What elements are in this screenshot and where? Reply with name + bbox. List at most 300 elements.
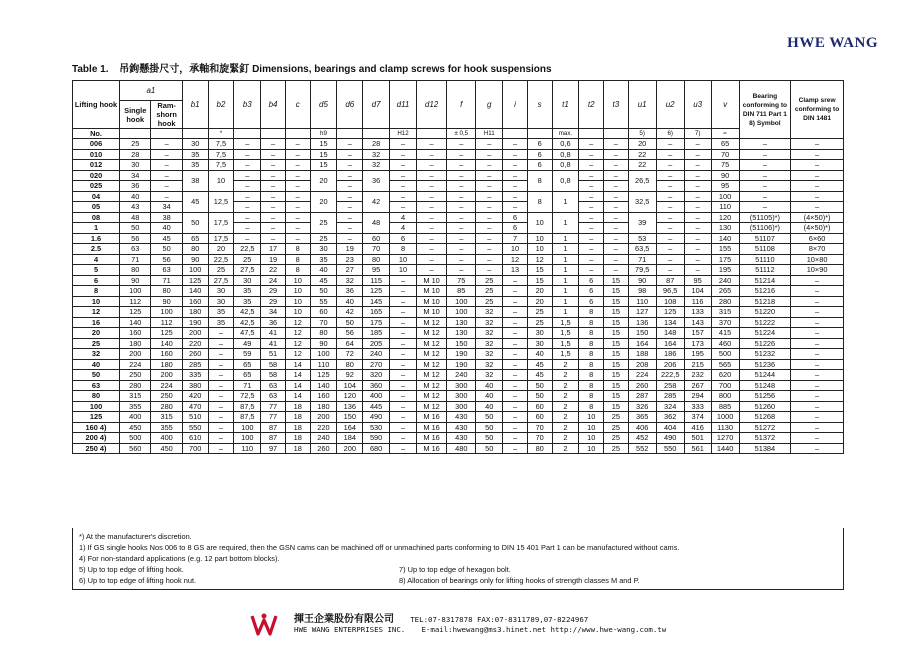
footer — [270, 610, 666, 634]
table-cell: 95 — [684, 275, 711, 286]
table-cell: – — [791, 296, 844, 307]
table-cell: 0,8 — [552, 170, 579, 191]
table-cell: 100 — [234, 433, 261, 444]
table-cell: 18 — [285, 422, 310, 433]
table-cell: 320 — [363, 370, 390, 381]
table-cell: – — [447, 170, 476, 181]
table-cell: – — [390, 443, 417, 454]
table-cell: 63 — [261, 380, 286, 391]
table-cell: – — [503, 443, 528, 454]
table-cell: 6 — [527, 149, 552, 160]
table-cell: – — [337, 139, 363, 150]
table-cell: 40 — [476, 401, 503, 412]
table-cell: – — [416, 170, 446, 181]
table-cell: 40 — [337, 296, 363, 307]
table-cell: 45 — [310, 275, 337, 286]
table-cell: 25 — [310, 233, 337, 244]
footnote-4: 4) For non-standard applications (e.g. 12 part bottom blocks). — [79, 554, 280, 563]
table-cell: 12 — [285, 328, 310, 339]
table-cell: 92 — [337, 370, 363, 381]
table-cell: 1 — [552, 254, 579, 265]
table-row — [73, 359, 844, 370]
table-cell: – — [416, 181, 446, 192]
table-cell: 333 — [684, 401, 711, 412]
table-cell: – — [791, 433, 844, 444]
table-cell: 30 — [527, 338, 552, 349]
table-cell: – — [208, 328, 234, 339]
table-cell: 71 — [628, 254, 656, 265]
table-cell: – — [416, 233, 446, 244]
table-cell: 400 — [151, 433, 182, 444]
table-cell: 285 — [182, 359, 208, 370]
table-cell: M 10 — [416, 296, 446, 307]
table-cell: – — [503, 202, 528, 213]
table-cell: 0,6 — [552, 139, 579, 150]
table-cell: 51244 — [739, 370, 791, 381]
table-cell: 1 — [552, 286, 579, 297]
table-cell: 165 — [363, 307, 390, 318]
table-cell: 27 — [337, 265, 363, 276]
table-cell: 10 — [208, 170, 234, 191]
table-cell: 280 — [151, 401, 182, 412]
table-cell: 125 — [120, 307, 151, 318]
table-body — [73, 139, 844, 454]
table-row — [73, 443, 844, 454]
header-single-hook: Single hook — [120, 101, 151, 129]
table-cell: 70 — [310, 317, 337, 328]
table-cell: – — [208, 433, 234, 444]
table-cell: 25 — [476, 275, 503, 286]
table-cell: – — [579, 139, 604, 150]
table-cell: – — [739, 160, 791, 171]
table-cell: 8 — [579, 317, 604, 328]
table-cell: 35 — [234, 286, 261, 297]
header-bearing: Bearing conforming to DIN 711 Part 1 8) Symbol — [739, 81, 791, 139]
table-cell: – — [791, 181, 844, 192]
header-f: f — [447, 81, 476, 129]
table-cell: – — [208, 359, 234, 370]
table-cell: 355 — [151, 422, 182, 433]
table-cell: – — [234, 202, 261, 213]
table-cell: 27,5 — [208, 275, 234, 286]
table-cell: – — [261, 160, 286, 171]
table-cell: M 12 — [416, 338, 446, 349]
table-row — [73, 433, 844, 444]
table-cell: 112 — [151, 317, 182, 328]
table-row — [73, 401, 844, 412]
table-cell: 190 — [182, 317, 208, 328]
table-cell: – — [476, 170, 503, 181]
table-cell: 8 — [579, 380, 604, 391]
table-cell: 30 — [208, 286, 234, 297]
table-cell: 190 — [447, 359, 476, 370]
table-cell: 51218 — [739, 296, 791, 307]
contact-email-web: E-mail:hwewang@ms3.hinet.net http://www.hwe-wang.com.tw — [421, 625, 667, 634]
table-cell: 110 — [711, 202, 739, 213]
table-cell: 1,5 — [552, 328, 579, 339]
table-cell: 50 — [476, 443, 503, 454]
table-cell: – — [684, 254, 711, 265]
table-cell: – — [503, 307, 528, 318]
table-cell: 4 — [390, 223, 417, 234]
table-cell: 195 — [711, 265, 739, 276]
table-cell: 2 — [552, 433, 579, 444]
table-cell: 28 — [120, 149, 151, 160]
table-cell: – — [390, 202, 417, 213]
table-cell: – — [208, 391, 234, 402]
table-cell: 150 — [628, 328, 656, 339]
table-cell: 87 — [261, 433, 286, 444]
table-cell: – — [416, 149, 446, 160]
table-cell: – — [234, 149, 261, 160]
table-cell: 90 — [310, 338, 337, 349]
table-cell: 430 — [447, 433, 476, 444]
table-cell: 47,5 — [234, 328, 261, 339]
table-cell: 180 — [182, 307, 208, 318]
table-cell: 10 — [73, 296, 120, 307]
table-cell: 8 — [579, 391, 604, 402]
table-cell: 2 — [552, 370, 579, 381]
table-cell: – — [503, 433, 528, 444]
table-cell: – — [285, 139, 310, 150]
table-cell: – — [261, 149, 286, 160]
table-cell: – — [656, 212, 684, 223]
company-name-en: HWE WANG ENTERPRISES INC. — [294, 625, 406, 634]
table-cell: 32 — [337, 275, 363, 286]
table-cell: 186 — [656, 349, 684, 360]
table-cell: 280 — [711, 296, 739, 307]
table-cell: 8 — [390, 244, 417, 255]
table-cell: 127 — [628, 307, 656, 318]
table-cell: 50 — [337, 317, 363, 328]
table-cell: – — [579, 202, 604, 213]
table-cell: – — [579, 254, 604, 265]
table-cell: 15 — [310, 160, 337, 171]
table-cell: 140 — [120, 317, 151, 328]
table-cell: 63 — [261, 391, 286, 402]
sub-c — [285, 129, 310, 139]
table-cell: 265 — [711, 286, 739, 297]
table-cell: 25 — [208, 265, 234, 276]
table-cell: 240 — [310, 433, 337, 444]
table-cell: 550 — [182, 422, 208, 433]
table-cell: 240 — [363, 349, 390, 360]
table-cell: – — [684, 160, 711, 171]
table-cell: 200 — [151, 370, 182, 381]
table-cell: 10 — [579, 412, 604, 423]
table-cell: 2 — [552, 380, 579, 391]
table-cell: – — [791, 380, 844, 391]
table-cell: – — [656, 265, 684, 276]
sub-b4 — [261, 129, 286, 139]
table-row — [73, 149, 844, 160]
table-cell: 18 — [285, 412, 310, 423]
table-cell: 2 — [552, 443, 579, 454]
table-cell: – — [579, 181, 604, 192]
table-row — [73, 317, 844, 328]
table-cell: 90 — [628, 275, 656, 286]
table-cell: – — [503, 422, 528, 433]
table-cell: 56 — [337, 328, 363, 339]
table-cell: 42,5 — [234, 317, 261, 328]
table-cell: – — [684, 244, 711, 255]
table-cell: 15 — [604, 349, 629, 360]
sub-t2 — [579, 129, 604, 139]
table-cell: – — [285, 233, 310, 244]
table-cell: 2 — [552, 359, 579, 370]
table-cell: M 12 — [416, 391, 446, 402]
table-cell: – — [390, 391, 417, 402]
table-cell: 32 — [73, 349, 120, 360]
table-cell: 20 — [628, 139, 656, 150]
table-cell: 8 — [527, 191, 552, 212]
table-cell: – — [791, 149, 844, 160]
table-cell: 1,5 — [552, 317, 579, 328]
table-cell: 65 — [182, 233, 208, 244]
table-cell: 42 — [337, 307, 363, 318]
table-cell: 15 — [604, 391, 629, 402]
table-cell: 15 — [604, 338, 629, 349]
table-cell: 63 — [151, 265, 182, 276]
table-cell: 8 — [579, 328, 604, 339]
table-cell: – — [476, 212, 503, 223]
table-cell: 136 — [628, 317, 656, 328]
table-cell: 315 — [711, 307, 739, 318]
table-cell: 25 — [604, 433, 629, 444]
table-row — [73, 244, 844, 255]
table-cell: 561 — [684, 443, 711, 454]
table-cell: 90 — [151, 296, 182, 307]
header-u2: u2 — [656, 81, 684, 129]
table-cell: 164 — [337, 422, 363, 433]
table-cell: M 16 — [416, 412, 446, 423]
table-cell: 100 — [120, 286, 151, 297]
table-cell: M 16 — [416, 443, 446, 454]
table-cell: – — [337, 160, 363, 171]
table-cell: 15 — [604, 370, 629, 381]
table-cell: 63 — [120, 244, 151, 255]
table-cell: 360 — [363, 380, 390, 391]
table-cell: 51214 — [739, 275, 791, 286]
table-cell: 012 — [73, 160, 120, 171]
footnotes — [72, 528, 844, 590]
sub-d6 — [337, 129, 363, 139]
table-cell: – — [476, 160, 503, 171]
table-cell: 75 — [711, 160, 739, 171]
table-cell: 552 — [628, 443, 656, 454]
table-cell: – — [390, 349, 417, 360]
table-cell: – — [579, 170, 604, 181]
table-cell: 260 — [310, 443, 337, 454]
table-cell: – — [416, 212, 446, 223]
table-cell: M 12 — [416, 380, 446, 391]
table-cell: 77 — [261, 401, 286, 412]
table-cell: 200 — [120, 349, 151, 360]
table-cell: 415 — [711, 328, 739, 339]
table-cell: M 10 — [416, 275, 446, 286]
table-cell: – — [476, 265, 503, 276]
table-cell: – — [604, 191, 629, 202]
table-cell: 15 — [310, 139, 337, 150]
table-cell: 18 — [285, 433, 310, 444]
table-cell: – — [390, 275, 417, 286]
table-cell: – — [416, 191, 446, 202]
table-cell: 136 — [337, 401, 363, 412]
table-cell: 35 — [234, 296, 261, 307]
table-cell: 51256 — [739, 391, 791, 402]
table-cell: – — [791, 412, 844, 423]
table-cell: 620 — [711, 370, 739, 381]
table-cell: 10 — [285, 296, 310, 307]
table-cell: 15 — [604, 359, 629, 370]
table-cell: 4 — [73, 254, 120, 265]
table-cell: – — [476, 233, 503, 244]
table-cell: 15 — [604, 328, 629, 339]
table-cell: 1130 — [711, 422, 739, 433]
table-cell: 32 — [476, 370, 503, 381]
table-cell: 12 — [285, 349, 310, 360]
table-cell: 224 — [628, 370, 656, 381]
table-cell: 8 — [73, 286, 120, 297]
table-cell: 220 — [182, 338, 208, 349]
table-cell: 51384 — [739, 443, 791, 454]
table-cell: 72 — [337, 349, 363, 360]
table-cell: 100 — [151, 307, 182, 318]
table-cell: 60 — [310, 307, 337, 318]
table-cell: 430 — [447, 412, 476, 423]
table-cell: 22,5 — [208, 254, 234, 265]
table-cell: – — [208, 422, 234, 433]
table-cell: – — [390, 170, 417, 181]
table-cell: 1000 — [711, 412, 739, 423]
table-cell: 4 — [390, 212, 417, 223]
table-cell: 404 — [656, 422, 684, 433]
table-cell: – — [416, 223, 446, 234]
table-cell: – — [261, 202, 286, 213]
table-cell: – — [656, 202, 684, 213]
table-row — [73, 296, 844, 307]
table-cell: 51108 — [739, 244, 791, 255]
table-cell: 8 — [579, 307, 604, 318]
table-cell: – — [656, 244, 684, 255]
table-cell: 7 — [503, 233, 528, 244]
table-cell: 1 — [552, 275, 579, 286]
table-cell: 400 — [363, 391, 390, 402]
header-b4: b4 — [261, 81, 286, 129]
table-cell: 15 — [527, 265, 552, 276]
table-cell: – — [390, 181, 417, 192]
table-cell: 188 — [628, 349, 656, 360]
dimensions-table — [72, 80, 844, 454]
table-cell: 32 — [476, 338, 503, 349]
table-cell: 700 — [182, 443, 208, 454]
table-cell: – — [208, 349, 234, 360]
table-cell: 258 — [656, 380, 684, 391]
table-cell: 90 — [182, 254, 208, 265]
table-cell: 250 — [151, 391, 182, 402]
table-cell: 115 — [363, 275, 390, 286]
table-row — [73, 139, 844, 150]
table-cell: – — [656, 170, 684, 181]
table-cell: 60 — [527, 401, 552, 412]
table-cell: 15 — [604, 286, 629, 297]
table-cell: 2.5 — [73, 244, 120, 255]
table-cell: 800 — [711, 391, 739, 402]
header-ramshorn-hook: Ram-shorn hook — [151, 101, 182, 129]
table-cell: 250 — [120, 370, 151, 381]
table-cell: – — [503, 181, 528, 192]
table-cell: 8 — [527, 170, 552, 191]
table-cell: 36 — [261, 317, 286, 328]
footnote-8: 8) Allocation of bearings only for lifting hooks of strength classes M and P. — [399, 576, 640, 585]
table-cell: 200 — [310, 412, 337, 423]
table-cell: – — [791, 422, 844, 433]
table-cell: 420 — [182, 391, 208, 402]
table-cell: – — [416, 254, 446, 265]
table-cell: 150 — [447, 338, 476, 349]
table-cell: 180 — [151, 359, 182, 370]
table-cell: 143 — [684, 317, 711, 328]
table-cell: – — [684, 233, 711, 244]
table-cell: – — [684, 149, 711, 160]
table-cell: 41 — [261, 328, 286, 339]
table-cell: – — [390, 433, 417, 444]
table-cell: – — [791, 370, 844, 381]
table-cell: M 16 — [416, 433, 446, 444]
table-cell: 1 — [552, 212, 579, 233]
table-cell: 30 — [208, 296, 234, 307]
table-cell: 32 — [476, 328, 503, 339]
table-cell: 700 — [711, 380, 739, 391]
table-cell: 35 — [208, 317, 234, 328]
table-cell: 232 — [684, 370, 711, 381]
table-cell: 10 — [285, 307, 310, 318]
table-cell: 1.6 — [73, 233, 120, 244]
table-cell: 71 — [120, 254, 151, 265]
table-cell: 2 — [552, 412, 579, 423]
table-cell: – — [390, 338, 417, 349]
table-cell: 560 — [120, 443, 151, 454]
table-cell: 110 — [234, 443, 261, 454]
table-cell: – — [285, 181, 310, 192]
table-cell: 315 — [151, 412, 182, 423]
table-cell: – — [261, 223, 286, 234]
table-cell: – — [503, 328, 528, 339]
table-cell: 22 — [628, 149, 656, 160]
table-cell: 32 — [476, 349, 503, 360]
table-cell: 8 — [579, 338, 604, 349]
table-cell: – — [390, 401, 417, 412]
header-d11: d11 — [390, 81, 417, 129]
table-cell: 125 — [310, 370, 337, 381]
table-cell: – — [261, 212, 286, 223]
header-b3: b3 — [234, 81, 261, 129]
table-cell: 17,5 — [208, 233, 234, 244]
table-cell: – — [684, 265, 711, 276]
table-cell: 10 — [285, 275, 310, 286]
table-cell: 145 — [363, 296, 390, 307]
table-cell: 267 — [684, 380, 711, 391]
table-cell: 71 — [151, 275, 182, 286]
table-cell: (51106)*) — [739, 223, 791, 234]
table-cell: 80 — [182, 244, 208, 255]
table-cell: – — [337, 233, 363, 244]
table-cell: 87 — [656, 275, 684, 286]
table-cell: 380 — [182, 380, 208, 391]
dimensions-table-wrapper — [72, 80, 844, 454]
table-cell: 680 — [363, 443, 390, 454]
table-cell: – — [684, 212, 711, 223]
